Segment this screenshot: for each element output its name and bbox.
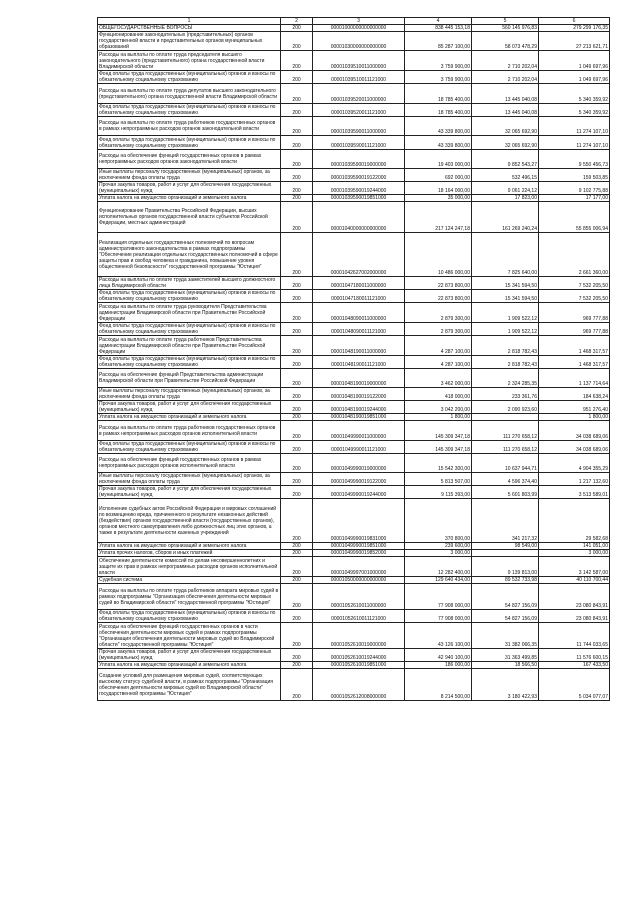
- approved-amount: 9 115 393,00: [405, 486, 472, 499]
- unexecuted-amount: 23 080 843,91: [539, 584, 610, 610]
- table-row: [98, 323, 610, 336]
- row-name: Расходы на обеспечение функций государственных органов в рамках непрограммных расходов органов законодательной власти: [98, 150, 281, 169]
- column-number: 5: [472, 18, 539, 25]
- approved-amount: 18 785 400,00: [405, 104, 472, 117]
- line-code: 200: [281, 414, 313, 421]
- table-row: [98, 557, 610, 577]
- unexecuted-amount: 5 034 077,07: [539, 669, 610, 701]
- executed-amount: 54 827 156,09: [472, 610, 539, 623]
- budget-classification-code: 00001049997001000000: [313, 557, 405, 577]
- budget-classification-code: 00001052610011000000: [313, 584, 405, 610]
- executed-amount: 2 324 285,35: [472, 369, 539, 388]
- approved-amount: 186 000,00: [405, 662, 472, 669]
- row-name: Иные выплаты персоналу государственных (муниципальных) органов, за исключением фонда оплаты труда: [98, 388, 281, 401]
- executed-amount: 31 382 066,35: [472, 623, 539, 649]
- budget-classification-code: 00001048190011000000: [313, 336, 405, 356]
- approved-amount: 4 287 100,00: [405, 336, 472, 356]
- approved-amount: 3 000,00: [405, 550, 472, 557]
- executed-amount: 532 496,15: [472, 169, 539, 182]
- executed-amount: 233 361,76: [472, 388, 539, 401]
- table-row: [98, 421, 610, 441]
- unexecuted-amount: 34 038 689,06: [539, 441, 610, 454]
- approved-amount: 370 800,00: [405, 499, 472, 543]
- line-code: 200: [281, 649, 313, 662]
- approved-amount: 15 542 300,00: [405, 454, 472, 473]
- row-name: Расходы на обеспечение функций государственных органов в части обеспечения деятельности мировых судей в рамках подпрограммы "Организация обеспечения деятельности мировых судей во Владимирской области" государственной программы "Юстиция": [98, 623, 281, 649]
- line-code: 200: [281, 662, 313, 669]
- table-row: [98, 499, 610, 543]
- line-code: 200: [281, 323, 313, 336]
- unexecuted-amount: 27 213 621,71: [539, 32, 610, 51]
- budget-classification-code: 00001048190011121000: [313, 356, 405, 369]
- unexecuted-amount: 279 299 176,35: [539, 25, 610, 32]
- table-row: [98, 649, 610, 662]
- row-name: Создание условий для размещения мировых судей, соответствующих высокому статусу судебной власти, в рамках подпрограммы "Организация обеспечения деятельности мировых судей во Владимирской области" государственной программы "Юстиция": [98, 669, 281, 701]
- row-name: Расходы на обеспечение функций государственных органов в рамках непрограммных расходов органов исполнительной власти: [98, 454, 281, 473]
- budget-classification-code: 00001052612008000000: [313, 669, 405, 701]
- budget-classification-code: 00001047180011000000: [313, 277, 405, 290]
- budget-classification-code: 00001039590011121000: [313, 136, 405, 150]
- table-row: [98, 486, 610, 499]
- unexecuted-amount: 11 274 107,10: [539, 136, 610, 150]
- table-row: [98, 356, 610, 369]
- row-name: Фонд оплаты труда государственных (муниципальных) органов и взносы по обязательному социальному страхованию: [98, 104, 281, 117]
- line-code: 200: [281, 290, 313, 303]
- unexecuted-amount: 1 049 697,96: [539, 51, 610, 71]
- table-row: [98, 669, 610, 701]
- row-name: Фонд оплаты труда государственных (муниципальных) органов и взносы по обязательному социальному страхованию: [98, 71, 281, 84]
- approved-amount: 129 640 434,00: [405, 577, 472, 584]
- line-code: 200: [281, 369, 313, 388]
- line-code: 200: [281, 104, 313, 117]
- unexecuted-amount: 969 777,88: [539, 303, 610, 323]
- unexecuted-amount: 17 177,00: [539, 195, 610, 202]
- unexecuted-amount: 3 513 589,01: [539, 486, 610, 499]
- budget-classification-code: 00001049990011000000: [313, 421, 405, 441]
- column-number: 4: [405, 18, 472, 25]
- executed-amount: 1 909 522,12: [472, 323, 539, 336]
- table-row: [98, 136, 610, 150]
- executed-amount: 2 090 923,60: [472, 401, 539, 414]
- table-row: [98, 71, 610, 84]
- row-name: Обеспечение деятельности комиссий по делам несовершеннолетних и защите их прав в рамках непрограммных расходов органов исполнительной власти: [98, 557, 281, 577]
- table-row: [98, 473, 610, 486]
- executed-amount: 3 180 422,93: [472, 669, 539, 701]
- unexecuted-amount: 1 049 697,96: [539, 71, 610, 84]
- approved-amount: 18 785 400,00: [405, 84, 472, 104]
- executed-amount: 1 909 522,12: [472, 303, 539, 323]
- line-code: 200: [281, 454, 313, 473]
- unexecuted-amount: 2 661 360,00: [539, 233, 610, 277]
- approved-amount: 22 873 800,00: [405, 290, 472, 303]
- approved-amount: 43 126 100,00: [405, 623, 472, 649]
- row-name: Фонд оплаты труда государственных (муниципальных) органов и взносы по обязательному социальному страхованию: [98, 290, 281, 303]
- budget-classification-code: 00001048190019851000: [313, 414, 405, 421]
- table-row: [98, 543, 610, 550]
- table-row: [98, 441, 610, 454]
- unexecuted-amount: 951 276,40: [539, 401, 610, 414]
- row-name: Уплата налога на имущество организаций и земельного налога: [98, 662, 281, 669]
- unexecuted-amount: 29 582,68: [539, 499, 610, 543]
- executed-amount: 15 341 594,50: [472, 277, 539, 290]
- unexecuted-amount: 11 576 600,15: [539, 649, 610, 662]
- row-name: Расходы на выплаты по оплате труда председателя высшего законодательного (представительного) органа государственной власти Владимирской области: [98, 51, 281, 71]
- budget-classification-code: 00001048190019122000: [313, 388, 405, 401]
- approved-amount: 77 908 000,00: [405, 610, 472, 623]
- approved-amount: 418 000,00: [405, 388, 472, 401]
- budget-classification-code: 00001040000000000000: [313, 202, 405, 233]
- table-row: [98, 117, 610, 136]
- line-code: 200: [281, 584, 313, 610]
- line-code: 200: [281, 303, 313, 323]
- budget-classification-code: 00001049990019122000: [313, 473, 405, 486]
- budget-table-body: [98, 18, 610, 701]
- approved-amount: 838 445 153,18: [405, 25, 472, 32]
- budget-classification-code: 00001049990019852000: [313, 550, 405, 557]
- executed-amount: 7 825 640,00: [472, 233, 539, 277]
- unexecuted-amount: 34 038 689,06: [539, 421, 610, 441]
- table-row: [98, 414, 610, 421]
- approved-amount: 3 462 000,00: [405, 369, 472, 388]
- unexecuted-amount: 1 468 317,57: [539, 356, 610, 369]
- table-row: [98, 169, 610, 182]
- row-name: Судебная система: [98, 577, 281, 584]
- executed-amount: 161 269 240,24: [472, 202, 539, 233]
- executed-amount: 2 710 202,04: [472, 51, 539, 71]
- line-code: 200: [281, 486, 313, 499]
- row-name: Исполнение судебных актов Российской Федерации и мировых соглашений по возмещению вреда, причиненного в результате незаконных действий (бездействия) органов государственной власти (государственных органов), органов местного самоуправления либо должностных лиц этих органов, а также в результате деятельности казенных учреждений: [98, 499, 281, 543]
- row-name: Расходы на выплаты по оплате труда руководителя Представительства администрации Владимирской области при Правительстве Российской Федерации: [98, 303, 281, 323]
- line-code: 200: [281, 169, 313, 182]
- budget-classification-code: 00001050000000000000: [313, 577, 405, 584]
- line-code: 200: [281, 401, 313, 414]
- table-row: [98, 550, 610, 557]
- unexecuted-amount: 7 532 205,50: [539, 277, 610, 290]
- line-code: 200: [281, 473, 313, 486]
- table-row: [98, 610, 610, 623]
- approved-amount: 43 339 800,00: [405, 117, 472, 136]
- approved-amount: 12 282 400,00: [405, 557, 472, 577]
- executed-amount: 4 596 374,40: [472, 473, 539, 486]
- executed-amount: 31 363 499,85: [472, 649, 539, 662]
- row-name: Расходы на обеспечение функций Представительства администрации Владимирской области при Правительстве Российской Федерации: [98, 369, 281, 388]
- row-name: Реализация отдельных государственных полномочий по вопросам административного законодательства в рамках подпрограммы "Обеспечение реализации отдельных государственных полномочий в сфере защиты прав и свобод человека и гражданина, повышение уровня общественной безопасности" государственной программы "Юстиция": [98, 233, 281, 277]
- executed-amount: 9 139 813,00: [472, 557, 539, 577]
- unexecuted-amount: 184 638,24: [539, 388, 610, 401]
- line-code: 200: [281, 84, 313, 104]
- row-name: Прочая закупка товаров, работ и услуг для обеспечения государственных (муниципальных) нужд: [98, 401, 281, 414]
- budget-classification-code: 00001048190019244000: [313, 401, 405, 414]
- budget-classification-code: 00001048190019000000: [313, 369, 405, 388]
- line-code: 200: [281, 550, 313, 557]
- line-code: 200: [281, 356, 313, 369]
- approved-amount: 8 214 500,00: [405, 669, 472, 701]
- budget-classification-code: 00001039510011000000: [313, 51, 405, 71]
- table-row: [98, 104, 610, 117]
- line-code: 200: [281, 233, 313, 277]
- budget-classification-code: 00001047180011121000: [313, 290, 405, 303]
- approved-amount: 692 000,00: [405, 169, 472, 182]
- table-row: [98, 662, 610, 669]
- approved-amount: 4 287 100,00: [405, 356, 472, 369]
- executed-amount: 54 827 156,09: [472, 584, 539, 610]
- table-row: [98, 584, 610, 610]
- table-row: [98, 388, 610, 401]
- line-code: 200: [281, 136, 313, 150]
- budget-classification-code: 00001049990019000000: [313, 454, 405, 473]
- executed-amount: 2 818 782,43: [472, 336, 539, 356]
- line-code: 200: [281, 202, 313, 233]
- approved-amount: 43 339 800,00: [405, 136, 472, 150]
- budget-classification-code: 00001039590019851000: [313, 195, 405, 202]
- row-name: Расходы на выплаты по оплате труда депутатов высшего законодательного (представительного) органа государственной власти Владимирской области: [98, 84, 281, 104]
- unexecuted-amount: 11 274 107,10: [539, 117, 610, 136]
- unexecuted-amount: 9 550 456,73: [539, 150, 610, 169]
- line-code: 200: [281, 557, 313, 577]
- unexecuted-amount: 3 142 587,00: [539, 557, 610, 577]
- executed-amount: 32 065 692,90: [472, 117, 539, 136]
- executed-amount: 5 601 803,99: [472, 486, 539, 499]
- line-code: 200: [281, 669, 313, 701]
- budget-classification-code: 00001052610011121000: [313, 610, 405, 623]
- column-number: 2: [281, 18, 313, 25]
- line-code: 200: [281, 577, 313, 584]
- unexecuted-amount: 1 468 317,57: [539, 336, 610, 356]
- line-code: 200: [281, 610, 313, 623]
- executed-amount: 341 217,32: [472, 499, 539, 543]
- approved-amount: 3 042 200,00: [405, 401, 472, 414]
- row-name: Расходы на выплаты по оплате труда работников аппарата мировых судей в рамках подпрограммы "Организация обеспечения деятельности мировых судей во Владимирской области" государственной программы "Юстиция": [98, 584, 281, 610]
- executed-amount: 17 823,00: [472, 195, 539, 202]
- line-code: 200: [281, 71, 313, 84]
- approved-amount: 77 908 000,00: [405, 584, 472, 610]
- table-row: [98, 51, 610, 71]
- row-name: Фонд оплаты труда государственных (муниципальных) органов и взносы по обязательному социальному страхованию: [98, 323, 281, 336]
- budget-classification-code: 00001049990019244000: [313, 486, 405, 499]
- line-code: 200: [281, 336, 313, 356]
- table-row: [98, 233, 610, 277]
- executed-amount: 15 341 594,50: [472, 290, 539, 303]
- unexecuted-amount: 5 340 359,92: [539, 104, 610, 117]
- row-name: Прочая закупка товаров, работ и услуг для обеспечения государственных (муниципальных) нужд: [98, 649, 281, 662]
- unexecuted-amount: 159 503,85: [539, 169, 610, 182]
- table-row: [98, 577, 610, 584]
- row-name: Прочая закупка товаров, работ и услуг для обеспечения государственных (муниципальных) нужд: [98, 486, 281, 499]
- approved-amount: 239 600,00: [405, 543, 472, 550]
- approved-amount: 5 813 507,00: [405, 473, 472, 486]
- row-name: Иные выплаты персоналу государственных (муниципальных) органов, за исключением фонда оплаты труда: [98, 473, 281, 486]
- executed-amount: 98 549,00: [472, 543, 539, 550]
- table-row: [98, 336, 610, 356]
- approved-amount: 19 403 000,00: [405, 150, 472, 169]
- row-name: Прочая закупка товаров, работ и услуг для обеспечения государственных (муниципальных) нужд: [98, 182, 281, 195]
- row-name: Уплата налога на имущество организаций и земельного налога: [98, 414, 281, 421]
- row-name: Иные выплаты персоналу государственных (муниципальных) органов, за исключением фонда оплаты труда: [98, 169, 281, 182]
- row-name: Расходы на выплаты по оплате труда работников Представительства администрации Владимирской области при Правительстве Российской Федерации: [98, 336, 281, 356]
- table-row: [98, 290, 610, 303]
- budget-classification-code: 00001039590011000000: [313, 117, 405, 136]
- budget-classification-code: 00001049990019831000: [313, 499, 405, 543]
- line-code: 200: [281, 388, 313, 401]
- approved-amount: 18 164 000,00: [405, 182, 472, 195]
- executed-amount: 9 852 543,27: [472, 150, 539, 169]
- budget-classification-code: 00001039590019244000: [313, 182, 405, 195]
- unexecuted-amount: 3 000,00: [539, 550, 610, 557]
- budget-classification-code: 00001049990011121000: [313, 441, 405, 454]
- table-row: [98, 454, 610, 473]
- line-code: 200: [281, 195, 313, 202]
- unexecuted-amount: 1 217 132,60: [539, 473, 610, 486]
- executed-amount: 10 637 944,71: [472, 454, 539, 473]
- table-row: [98, 401, 610, 414]
- table-row: [98, 32, 610, 51]
- budget-classification-code: 00001052610019000000: [313, 623, 405, 649]
- budget-classification-code: 00001039510011121000: [313, 71, 405, 84]
- table-row: [98, 202, 610, 233]
- row-name: Функционирование Правительства Российской Федерации, высших исполнительных органов государственной власти субъектов Российской Федерации, местных администраций: [98, 202, 281, 233]
- budget-classification-code: 00001042627002000000: [313, 233, 405, 277]
- table-row: [98, 369, 610, 388]
- table-row: [98, 303, 610, 323]
- budget-table: [97, 17, 610, 701]
- executed-amount: 2 710 202,04: [472, 71, 539, 84]
- row-name: Расходы на выплаты по оплате труда работников государственных органов в рамках непрограммных расходов органов исполнительной власти: [98, 421, 281, 441]
- budget-classification-code: 00001052610019851000: [313, 662, 405, 669]
- line-code: 200: [281, 421, 313, 441]
- approved-amount: 1 800,00: [405, 414, 472, 421]
- unexecuted-amount: 5 340 359,92: [539, 84, 610, 104]
- executed-amount: 9 061 224,12: [472, 182, 539, 195]
- row-name: Фонд оплаты труда государственных (муниципальных) органов и взносы по обязательному социальному страхованию: [98, 136, 281, 150]
- unexecuted-amount: 1 137 714,64: [539, 369, 610, 388]
- line-code: 200: [281, 51, 313, 71]
- table-row: [98, 195, 610, 202]
- line-code: 200: [281, 25, 313, 32]
- line-code: 200: [281, 150, 313, 169]
- approved-amount: 2 879 300,00: [405, 323, 472, 336]
- row-name: Уплата налога на имущество организаций и земельного налога: [98, 195, 281, 202]
- approved-amount: 35 000,00: [405, 195, 472, 202]
- budget-classification-code: 00001049990019851000: [313, 543, 405, 550]
- row-name: Фонд оплаты труда государственных (муниципальных) органов и взносы по обязательному социальному страхованию: [98, 441, 281, 454]
- budget-classification-code: 00001039520011121000: [313, 104, 405, 117]
- unexecuted-amount: 23 080 843,91: [539, 610, 610, 623]
- column-number-row: [98, 18, 610, 25]
- approved-amount: 217 124 247,18: [405, 202, 472, 233]
- line-code: 200: [281, 441, 313, 454]
- row-name: Фонд оплаты труда государственных (муниципальных) органов и взносы по обязательному социальному страхованию: [98, 356, 281, 369]
- table-row: [98, 623, 610, 649]
- approved-amount: 145 309 347,18: [405, 441, 472, 454]
- row-name: Расходы на выплаты по оплате труда работников государственных органов в рамках непрограммных расходов органов законодательной власти: [98, 117, 281, 136]
- executed-amount: 18 566,50: [472, 662, 539, 669]
- column-number: 1: [98, 18, 281, 25]
- line-code: 200: [281, 117, 313, 136]
- budget-classification-code: 00001039520011000000: [313, 84, 405, 104]
- executed-amount: 58 073 478,29: [472, 32, 539, 51]
- row-name: ОБЩЕГОСУДАРСТВЕННЫЕ ВОПРОСЫ: [98, 25, 281, 32]
- table-row: [98, 150, 610, 169]
- executed-amount: [472, 414, 539, 421]
- approved-amount: 2 879 300,00: [405, 303, 472, 323]
- executed-amount: 32 065 692,90: [472, 136, 539, 150]
- executed-amount: [472, 550, 539, 557]
- unexecuted-amount: 55 855 006,94: [539, 202, 610, 233]
- unexecuted-amount: 1 800,00: [539, 414, 610, 421]
- budget-classification-code: 00001048090011121000: [313, 323, 405, 336]
- budget-classification-code: 00001048090011000000: [313, 303, 405, 323]
- line-code: 200: [281, 499, 313, 543]
- executed-amount: 13 445 040,08: [472, 104, 539, 117]
- table-row: [98, 182, 610, 195]
- unexecuted-amount: 141 051,00: [539, 543, 610, 550]
- unexecuted-amount: 4 904 355,29: [539, 454, 610, 473]
- table-row: [98, 84, 610, 104]
- approved-amount: 22 873 800,00: [405, 277, 472, 290]
- table-row: [98, 277, 610, 290]
- column-number: 3: [313, 18, 405, 25]
- budget-classification-code: 00001052610019244000: [313, 649, 405, 662]
- executed-amount: 89 532 733,98: [472, 577, 539, 584]
- approved-amount: 3 759 900,00: [405, 71, 472, 84]
- executed-amount: 13 445 040,08: [472, 84, 539, 104]
- unexecuted-amount: 11 744 033,65: [539, 623, 610, 649]
- approved-amount: 85 287 100,00: [405, 32, 472, 51]
- approved-amount: 10 486 000,00: [405, 233, 472, 277]
- line-code: 200: [281, 277, 313, 290]
- row-name: Уплата прочих налогов, сборов и иных платежей: [98, 550, 281, 557]
- approved-amount: 3 759 900,00: [405, 51, 472, 71]
- row-name: Расходы на выплаты по оплате труда заместителей высшего должностного лица Владимирской области: [98, 277, 281, 290]
- row-name: Уплата налога на имущество организаций и земельного налога: [98, 543, 281, 550]
- unexecuted-amount: 7 532 205,50: [539, 290, 610, 303]
- line-code: 200: [281, 182, 313, 195]
- executed-amount: 2 818 782,43: [472, 356, 539, 369]
- unexecuted-amount: 40 110 700,44: [539, 577, 610, 584]
- column-number: 6: [539, 18, 610, 25]
- budget-classification-code: 00001039590019000000: [313, 150, 405, 169]
- unexecuted-amount: 9 102 775,88: [539, 182, 610, 195]
- approved-amount: 42 940 100,00: [405, 649, 472, 662]
- row-name: Фонд оплаты труда государственных (муниципальных) органов и взносы по обязательному социальному страхованию: [98, 610, 281, 623]
- executed-amount: 560 145 976,83: [472, 25, 539, 32]
- approved-amount: 145 309 347,18: [405, 421, 472, 441]
- unexecuted-amount: 969 777,88: [539, 323, 610, 336]
- budget-classification-code: 00001030000000000000: [313, 32, 405, 51]
- table-row: [98, 25, 610, 32]
- executed-amount: 111 270 658,12: [472, 421, 539, 441]
- line-code: 200: [281, 32, 313, 51]
- executed-amount: 111 270 658,12: [472, 441, 539, 454]
- line-code: 200: [281, 623, 313, 649]
- line-code: 200: [281, 543, 313, 550]
- unexecuted-amount: 167 433,50: [539, 662, 610, 669]
- budget-classification-code: 00001039590019122000: [313, 169, 405, 182]
- row-name: Функционирование законодательных (представительных) органов государственной власти и представительных органов муниципальных образований: [98, 32, 281, 51]
- budget-classification-code: 00001000000000000000: [313, 25, 405, 32]
